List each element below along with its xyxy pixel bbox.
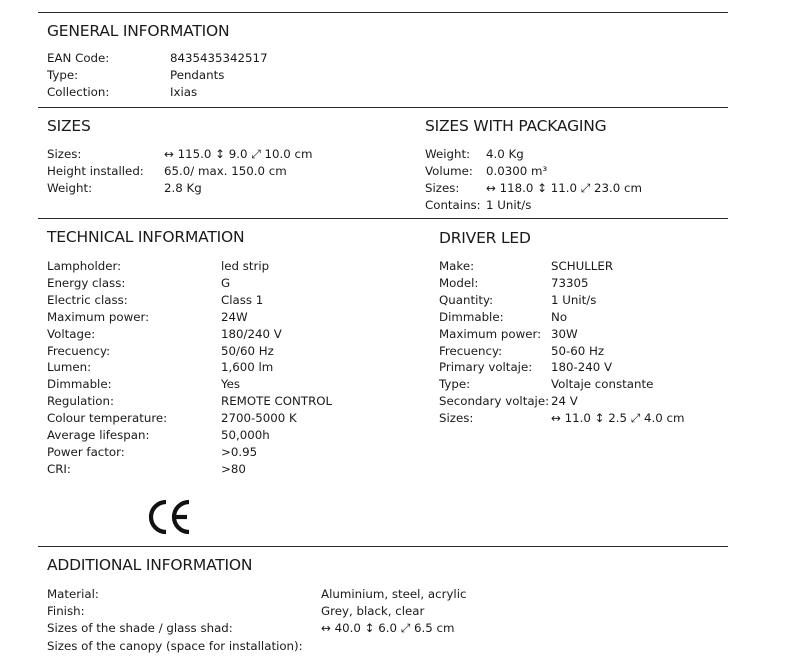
divider-technical <box>38 218 728 219</box>
spec-label: Voltage: <box>47 326 96 341</box>
spec-label: Weight: <box>425 147 471 161</box>
spec-value: No <box>551 309 568 324</box>
spec-value: 50,000h <box>221 428 270 442</box>
spec-label: EAN Code: <box>47 51 110 65</box>
spec-label: Sizes: <box>439 411 474 426</box>
spec-label: Weight: <box>47 181 93 195</box>
spec-value: Class 1 <box>221 292 264 307</box>
spec-value: 73305 <box>551 275 589 290</box>
divider-additional <box>38 546 728 547</box>
spec-label: Make: <box>439 259 475 273</box>
technical-information-title: TECHNICAL INFORMATION <box>47 228 245 246</box>
spec-value: Grey, black, clear <box>321 604 425 619</box>
spec-value: ↔ 115.0 ↕ 9.0 ⤢ 10.0 cm <box>164 147 313 161</box>
spec-label: Frecuency: <box>439 343 503 358</box>
spec-value: Pendants <box>170 68 225 83</box>
spec-label: Lumen: <box>47 360 92 375</box>
spec-label: Colour temperature: <box>47 411 168 426</box>
spec-value: ↔ 40.0 ↕ 6.0 ⤢ 6.5 cm <box>321 621 455 636</box>
spec-label: Energy class: <box>47 275 126 290</box>
spec-value: Ixias <box>170 85 198 100</box>
divider-sizes <box>38 107 728 108</box>
spec-value: Voltaje constante <box>551 377 654 392</box>
spec-label: Sizes of the shade / glass shad: <box>47 621 233 636</box>
additional-information-title: ADDITIONAL INFORMATION <box>47 556 253 574</box>
spec-label: Average lifespan: <box>47 428 150 442</box>
spec-value: REMOTE CONTROL <box>221 394 333 409</box>
spec-label: Primary voltaje: <box>439 360 533 375</box>
spec-value: 8435435342517 <box>170 51 268 65</box>
spec-label: Maximum power: <box>439 326 542 341</box>
spec-label: CRI: <box>47 461 71 476</box>
ce-mark-icon <box>145 496 195 538</box>
spec-label: Contains: <box>425 198 481 212</box>
spec-value: 180-240 V <box>551 360 613 375</box>
spec-label: Height installed: <box>47 164 144 178</box>
sizes-packaging-title: SIZES WITH PACKAGING <box>425 117 607 135</box>
spec-label: Maximum power: <box>47 309 150 324</box>
spec-label: Dimmable: <box>47 377 112 392</box>
spec-label: Frecuency: <box>47 343 111 358</box>
spec-value: 65.0/ max. 150.0 cm <box>164 164 287 178</box>
spec-value: 1,600 lm <box>221 360 274 375</box>
spec-value: 4.0 Kg <box>486 147 524 161</box>
spec-value: 1 Unit/s <box>486 198 532 212</box>
spec-value: 24 V <box>551 394 578 409</box>
spec-label: Collection: <box>47 85 110 100</box>
spec-label: Sizes: <box>425 181 460 195</box>
driver-led-title: DRIVER LED <box>439 229 531 247</box>
spec-label: Type: <box>439 377 471 392</box>
spec-label: Power factor: <box>47 444 125 459</box>
spec-value: Aluminium, steel, acrylic <box>321 587 467 601</box>
spec-label: Type: <box>47 68 79 83</box>
spec-label: Regulation: <box>47 394 114 409</box>
spec-label: Model: <box>439 275 479 290</box>
spec-value: 180/240 V <box>221 326 282 341</box>
sizes-title: SIZES <box>47 117 91 135</box>
spec-value: 30W <box>551 326 578 341</box>
spec-label: Material: <box>47 587 99 601</box>
spec-value: 50/60 Hz <box>221 343 274 358</box>
general-information-title: GENERAL INFORMATION <box>47 22 230 40</box>
spec-value: SCHULLER <box>551 259 614 273</box>
spec-label: Finish: <box>47 604 85 619</box>
spec-value: >0.95 <box>221 444 258 459</box>
spec-value: 1 Unit/s <box>551 292 597 307</box>
spec-label: Volume: <box>425 164 473 178</box>
spec-label: Sizes: <box>47 147 82 161</box>
spec-value: led strip <box>221 259 270 273</box>
spec-value: ↔ 118.0 ↕ 11.0 ⤢ 23.0 cm <box>486 181 642 195</box>
spec-label: Sizes of the canopy (space for installation): <box>47 638 303 653</box>
spec-label: Quantity: <box>439 292 494 307</box>
spec-label: Electric class: <box>47 292 128 307</box>
divider-top <box>38 12 728 13</box>
spec-value: 0.0300 m³ <box>486 164 548 178</box>
spec-value: >80 <box>221 461 246 476</box>
spec-value: Yes <box>221 377 241 392</box>
spec-label: Secondary voltaje: <box>439 394 550 409</box>
spec-label: Lampholder: <box>47 259 122 273</box>
spec-value: 2.8 Kg <box>164 181 202 195</box>
spec-value: 50-60 Hz <box>551 343 605 358</box>
spec-value: 2700-5000 K <box>221 411 297 426</box>
spec-label: Dimmable: <box>439 309 504 324</box>
spec-value: G <box>221 275 231 290</box>
spec-value: 24W <box>221 309 248 324</box>
spec-value: ↔ 11.0 ↕ 2.5 ⤢ 4.0 cm <box>551 411 685 426</box>
